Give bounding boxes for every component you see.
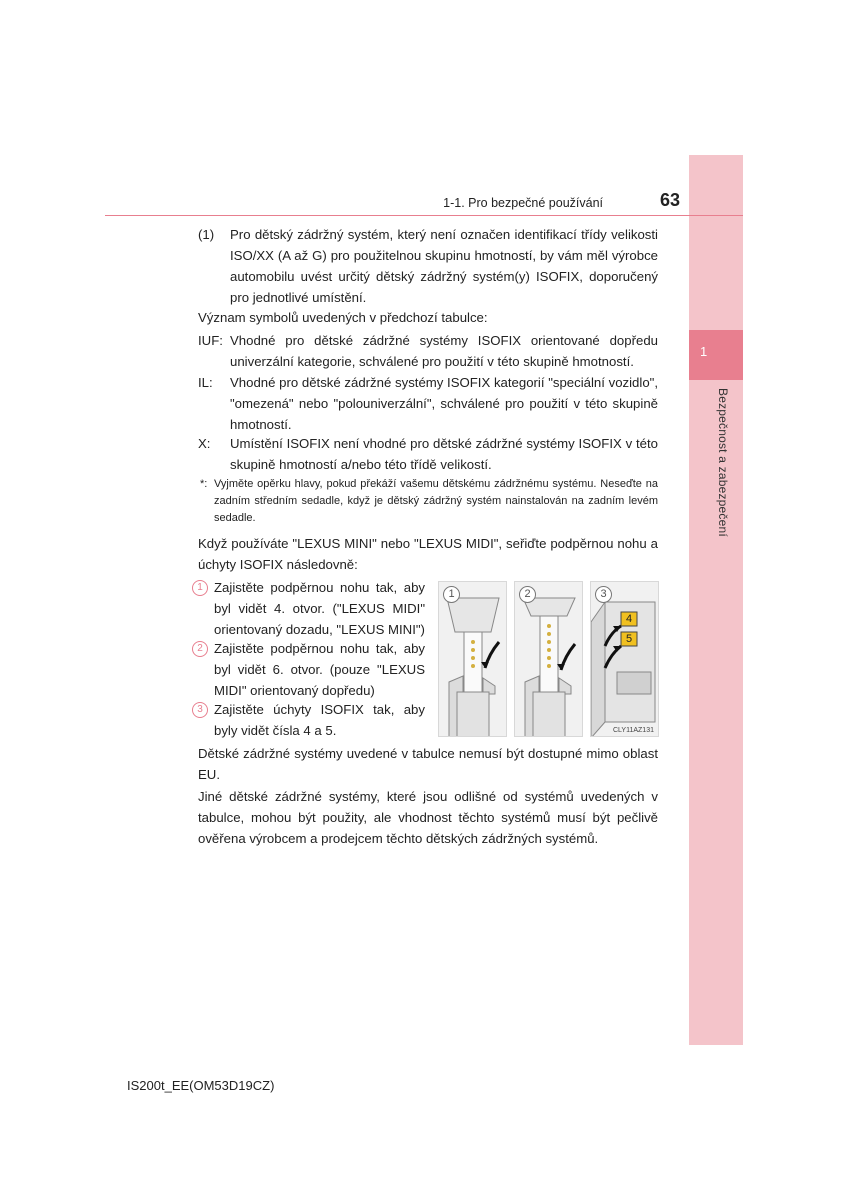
figure-panel-label: 3 [595, 586, 612, 603]
footnote-text: Vyjměte opěrku hlavy, pokud překáží vašemu dětskému zádržnému systému. Neseďte na zadním středním sedadle, když je dětský zádržný systém nainstalován na zadním levém sedadle. [214, 478, 658, 524]
step-number-badge: 3 [192, 702, 208, 718]
symbol-text: Vhodné pro dětské zádržné systémy ISOFIX orientované dopředu univerzální kategorie, schválené pro použití v této skupině hmotností. [230, 333, 658, 369]
symbols-intro: Význam symbolů uvedených v předchozí tabulce: [198, 310, 488, 325]
other-systems-note: Jiné dětské zádržné systémy, které jsou odlišné od systémů uvedených v tabulce, mohou být použity, ale vhodnost těchto systémů musí být pečlivě ověřena výrobcem a prodejcem těchto dětských zádržných systémů. [198, 789, 658, 846]
figure-panel-isofix-anchors [590, 581, 659, 737]
symbol-code: X: [198, 436, 211, 451]
figure-panel-support-leg-4th-hole [438, 581, 507, 737]
symbol-text: Umístění ISOFIX není vhodné pro dětské zádržné systémy ISOFIX v této skupině hmotností a/nebo této třídě velikostí. [230, 436, 658, 472]
page-number: 63 [660, 190, 681, 210]
figure-panel-support-leg-6th-hole [514, 581, 583, 737]
isofix-anchor-illustration [591, 582, 659, 737]
step-text: Zajistěte podpěrnou nohu tak, aby byl vidět 4. otvor. ("LEXUS MIDI" orientovaný dozadu, "LEXUS MINI") [214, 580, 425, 637]
figure-panel-label: 1 [443, 586, 460, 603]
isofix-marker-5: 5 [625, 633, 633, 645]
note-text: Pro dětský zádržný systém, který není označen identifikací třídy velikosti ISO/XX (A až G) pro použitelnou skupinu hmotností, by vám měl výrobce automobilu uvést určitý dětský zádržný systém(y) ISOFIX, doporučený pro jednotlivé umístění. [230, 227, 658, 305]
header-divider [105, 215, 743, 216]
lexus-intro: Když používáte "LEXUS MINI" nebo "LEXUS MIDI", seřiďte podpěrnou nohu a úchyty ISOFIX následovně: [198, 536, 658, 572]
symbol-code: IL: [198, 375, 213, 390]
figure-panel-label: 2 [519, 586, 536, 603]
figure-code: CLY11AZ131 [613, 727, 654, 734]
support-leg-illustration [515, 582, 583, 737]
isofix-marker-4: 4 [625, 613, 633, 625]
step-text: Zajistěte úchyty ISOFIX tak, aby byly vidět čísla 4 a 5. [214, 702, 425, 738]
footnote-mark: *: [200, 478, 208, 490]
step-text: Zajistěte podpěrnou nohu tak, aby byl vidět 6. otvor. (pouze "LEXUS MIDI" orientovaný dopředu) [214, 641, 425, 698]
eu-note: Dětské zádržné systémy uvedené v tabulce nemusí být dostupné mimo oblast EU. [198, 746, 658, 782]
step-number-badge: 2 [192, 641, 208, 657]
document-code: IS200t_EE(OM53D19CZ) [127, 1078, 275, 1093]
step-number-badge: 1 [192, 580, 208, 596]
note-label: (1) [198, 227, 215, 242]
symbol-code: IUF: [198, 333, 223, 348]
symbol-text: Vhodné pro dětské zádržné systémy ISOFIX kategorií "speciální vozidlo", "omezená" nebo "polouniverzální", schválené pro použití v této skupině hmotností. [230, 375, 658, 432]
chapter-number: 1 [700, 344, 708, 359]
chapter-title: Bezpečnost a zabezpečení [716, 388, 730, 537]
isofix-figure [438, 581, 659, 737]
chapter-side-tab [689, 155, 743, 1045]
chapter-number-box [689, 330, 743, 380]
section-title: 1-1. Pro bezpečné používání [443, 196, 603, 210]
support-leg-illustration [439, 582, 507, 737]
